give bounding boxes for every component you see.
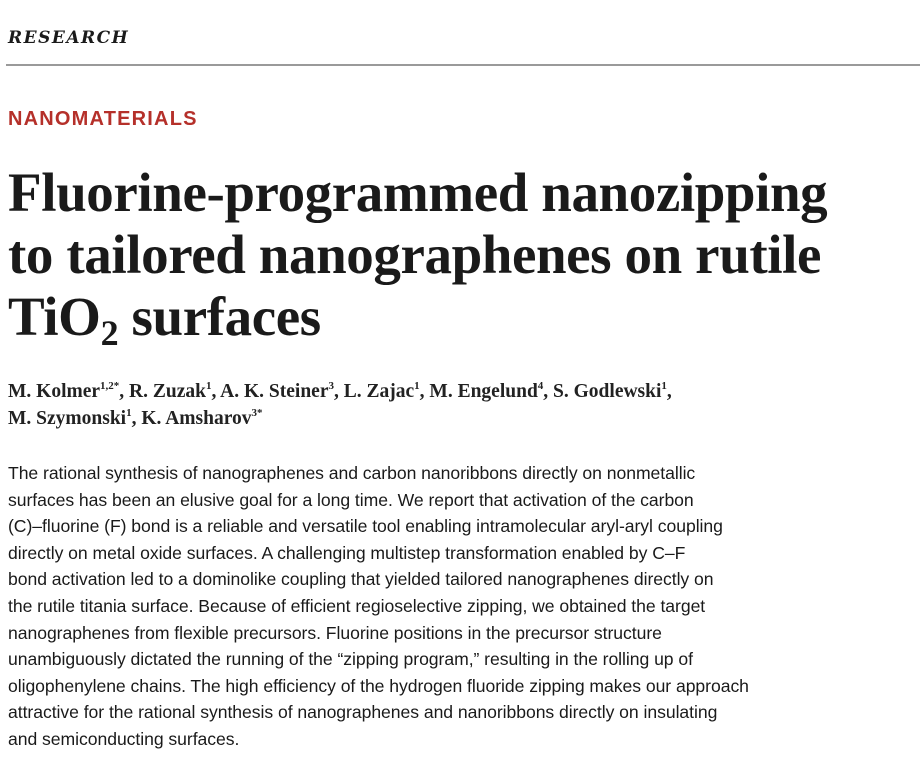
author-name: A. K. Steiner	[220, 381, 329, 402]
abstract-line: surfaces has been an elusive goal for a long time. We report that activation of the carbon	[8, 489, 694, 510]
author-entry	[429, 381, 553, 402]
author-entry	[141, 408, 262, 429]
abstract-line: (C)–fluorine (F) bond is a reliable and versatile tool enabling intramolecular aryl-aryl coupling	[8, 516, 723, 537]
author-separator: ,	[334, 381, 344, 402]
author-name: L. Zajac	[343, 381, 415, 402]
title-formula-subscript: 2	[100, 313, 119, 353]
author-separator: ,	[131, 408, 142, 429]
header-divider	[6, 64, 920, 66]
abstract	[8, 460, 918, 753]
abstract-line: The rational synthesis of nanographenes and carbon nanoribbons directly on nonmetallic	[8, 463, 696, 483]
author-affiliation: 1,2*	[100, 379, 120, 392]
title-formula: TiO	[8, 286, 101, 347]
abstract-line: unambiguously dictated the running of the “zipping program,” resulting in the rolling up of	[8, 649, 693, 670]
section-label: RESEARCH	[8, 28, 130, 48]
author-name: R. Zuzak	[129, 381, 206, 402]
author-affiliation: 3*	[251, 406, 263, 419]
title-line-3-rest: surfaces	[118, 286, 321, 347]
abstract-line: directly on metal oxide surfaces. A challenging multistep transformation enabled by C–F	[8, 542, 686, 563]
author-separator: ,	[666, 381, 672, 402]
author-separator: ,	[543, 381, 554, 402]
author-separator: ,	[211, 381, 221, 402]
title-line-3	[8, 286, 913, 353]
author-separator: ,	[419, 381, 430, 402]
author-name: S. Godlewski	[553, 381, 662, 402]
author-affiliation: 4	[537, 379, 544, 392]
author-affiliation: 1	[414, 379, 420, 392]
category-label: NANOMATERIALS	[8, 108, 198, 130]
author-name: M. Engelund	[429, 381, 538, 402]
author-name: M. Kolmer	[8, 381, 101, 402]
title-line-1: Fluorine-programmed nanozipping	[8, 162, 828, 223]
abstract-line: oligophenylene chains. The high efficiency of the hydrogen fluoride zipping makes our approach	[8, 675, 749, 696]
author-affiliation: 1	[205, 379, 212, 392]
author-name: M. Szymonski	[8, 408, 127, 429]
abstract-line: bond activation led to a dominolike coupling that yielded tailored nanographenes directly on	[8, 569, 714, 590]
abstract-line: and semiconducting surfaces.	[8, 728, 240, 749]
author-entry	[344, 381, 430, 402]
author-name: K. Amsharov	[141, 408, 252, 429]
author-affiliation: 3	[328, 379, 334, 392]
author-entry	[553, 381, 672, 402]
author-entry	[8, 408, 141, 429]
author-entry	[220, 381, 344, 402]
author-affiliation: 1	[126, 406, 132, 419]
abstract-line: nanographenes from flexible precursors. Fluorine positions in the precursor structure	[8, 622, 662, 643]
abstract-line: the rutile titania surface. Because of efficient regioselective zipping, we obtained the target	[8, 595, 706, 616]
author-entry	[8, 381, 129, 402]
article-title	[8, 162, 913, 353]
author-separator: ,	[119, 381, 130, 402]
author-list	[8, 378, 913, 432]
abstract-line: attractive for the rational synthesis of nanographenes and nanoribbons directly on insulating	[8, 702, 718, 723]
title-line-2: to tailored nanographenes on rutile	[8, 224, 822, 285]
author-entry	[129, 381, 220, 402]
author-affiliation: 1	[661, 379, 667, 392]
